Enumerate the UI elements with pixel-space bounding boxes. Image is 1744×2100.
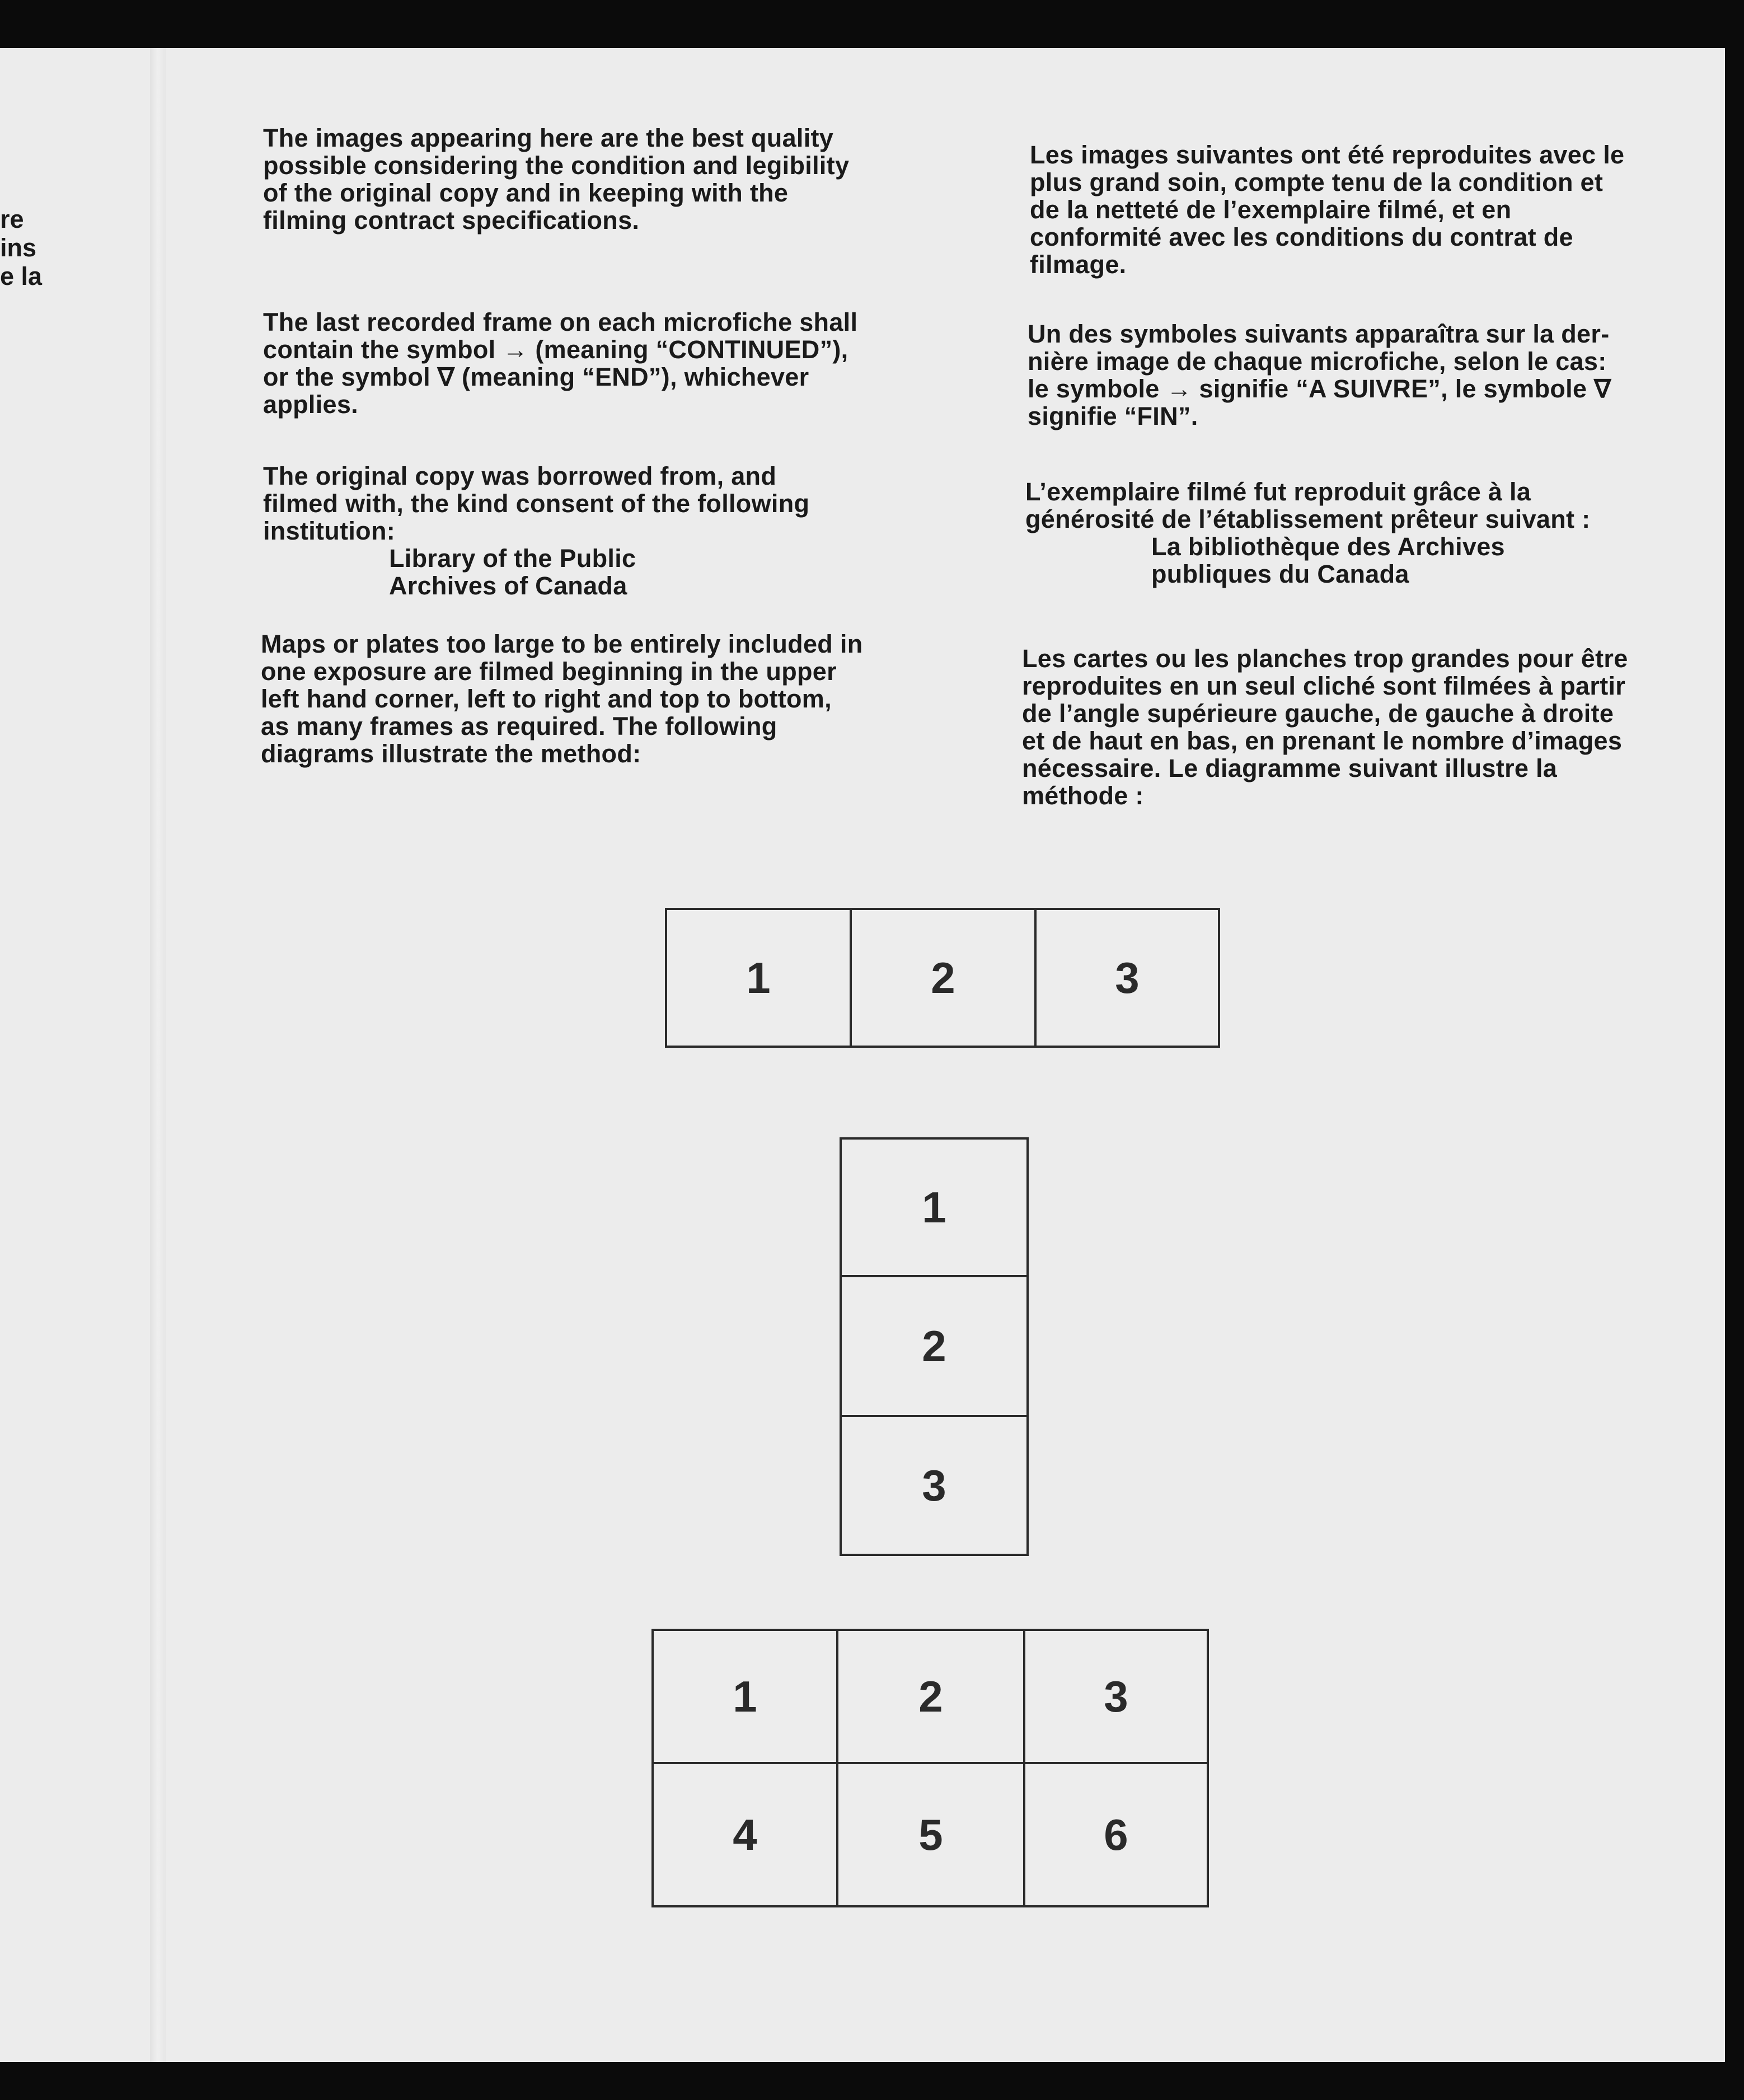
left-edge-fragments <box>0 205 42 290</box>
frame-cell: 3 <box>922 1460 946 1510</box>
frame-cell: 1 <box>733 1671 757 1721</box>
frame-cell: 6 <box>1104 1810 1128 1859</box>
french-symbol-paragraph: Un des symboles suivants apparaîtra sur la der-nière image de chaque microfiche, selon le cas: le symbole → signifie “A SUIVRE”, le symbole ∇ signifie “FIN”. <box>1028 320 1611 430</box>
english-column <box>263 124 862 234</box>
diagram-horizontal <box>665 908 1220 1048</box>
english-institution-block <box>263 462 851 599</box>
frame-cell: 2 <box>918 1671 943 1721</box>
french-maps-paragraph: Les cartes ou les planches trop grandes pour être reproduites en un seul cliché sont filmées à partir de l’angle supérieure gauche, de gauche à droite et de haut en bas, en prenant le nombre d’images nécessaire. Le diagramme suivant illustre la méthode : <box>1022 644 1628 810</box>
french-quality-paragraph: Les images suivantes ont été reproduites avec le plus grand soin, compte tenu de la condition et de la netteté de l’exemplaire filmé, et en conformité avec les conditions du contrat de filmage. <box>1030 140 1625 279</box>
frame-cell: 2 <box>931 953 955 1002</box>
english-institution-name-2: Archives of Canada <box>389 571 627 600</box>
french-institution-block <box>1025 478 1619 588</box>
frame-cell: 2 <box>922 1321 946 1371</box>
frame-cell: 4 <box>733 1810 757 1859</box>
french-institution-name-2: publiques du Canada <box>1151 560 1409 588</box>
frame-cell: 3 <box>1115 953 1140 1002</box>
scanned-page <box>0 48 1725 2062</box>
edge-fragment: e la <box>0 262 43 290</box>
english-quality-paragraph: The images appearing here are the best quality possible considering the condition and legibility of the original copy and in keeping with the filming contract specifications. <box>263 124 850 235</box>
frame-cell: 1 <box>746 953 771 1002</box>
english-maps-block <box>261 630 865 767</box>
page-gutter <box>150 48 166 2062</box>
english-maps-paragraph: Maps or plates too large to be entirely included in one exposure are filmed beginning in the upper left hand corner, left to right and top to bottom, as many frames as required. The following diagrams illustrate the method: <box>261 630 863 768</box>
french-institution-paragraph: L’exemplaire filmé fut reproduit grâce à la générosité de l’établissement prêteur suivant : <box>1025 477 1591 533</box>
edge-fragment: ins <box>0 233 37 262</box>
english-institution-paragraph: The original copy was borrowed from, and filmed with, the kind consent of the following institution: <box>263 462 810 545</box>
french-maps-block <box>1022 645 1643 809</box>
edge-fragment: re <box>0 205 24 233</box>
frame-cell: 1 <box>922 1182 946 1232</box>
french-column <box>1030 141 1640 278</box>
diagram-grid <box>651 1629 1209 1907</box>
french-institution-name-1: La bibliothèque des Archives <box>1151 532 1505 561</box>
diagram-vertical <box>840 1137 1029 1556</box>
english-symbol-block <box>263 308 873 418</box>
english-institution-name-1: Library of the Public <box>389 544 636 573</box>
english-symbol-paragraph: The last recorded frame on each microfiche shall contain the symbol → (meaning “CONTINUED”), or the symbol ∇ (meaning “END”), whichever applies. <box>263 308 858 419</box>
frame-cell: 5 <box>918 1810 943 1859</box>
frame-cell: 3 <box>1104 1671 1128 1721</box>
french-symbol-block <box>1028 320 1632 430</box>
